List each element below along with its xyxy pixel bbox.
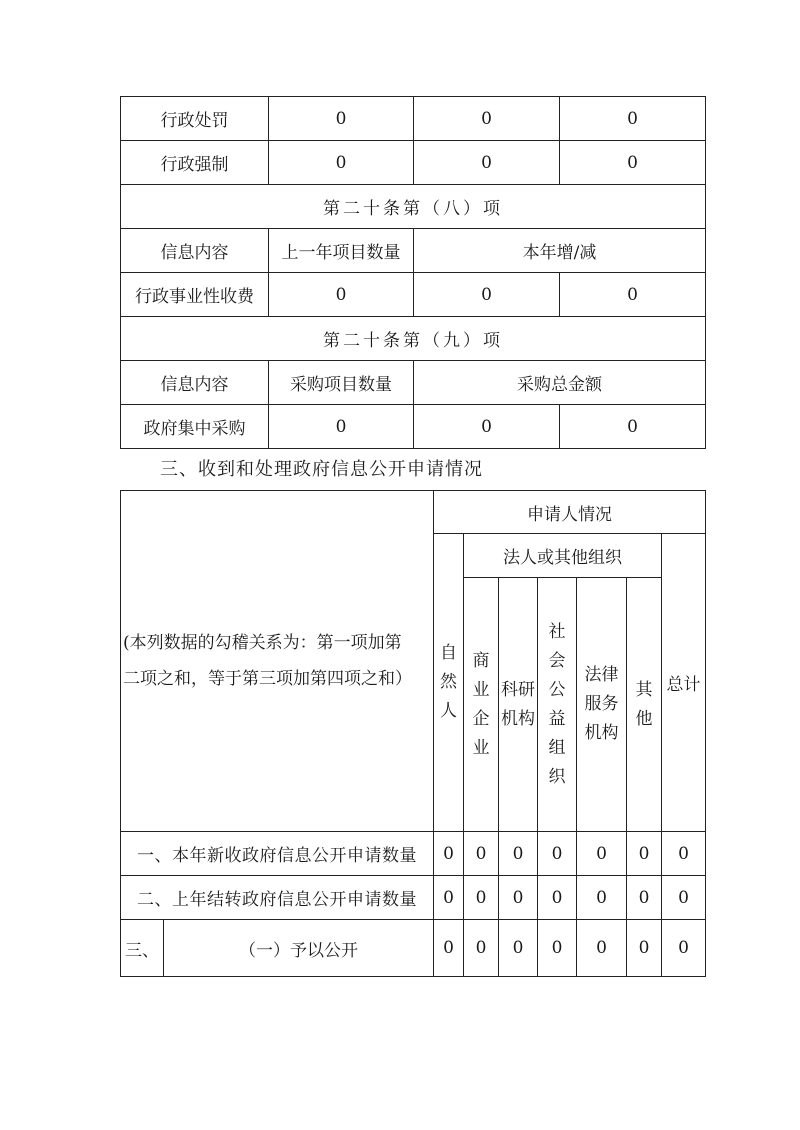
header-row: [121, 229, 706, 273]
cell-value: 0: [538, 876, 577, 920]
relationship-note: [121, 491, 434, 832]
column-header: 采购项目数量: [269, 361, 414, 405]
section-title-row: [121, 185, 706, 229]
col-legal-service: 法律 服务 机构: [577, 578, 627, 832]
cell-value: 0: [434, 920, 464, 977]
cell-value: 0: [662, 876, 706, 920]
cell-value: 0: [269, 141, 414, 185]
cell-value: 0: [269, 273, 414, 317]
cell-value: 0: [577, 876, 627, 920]
application-stats-table: [120, 490, 706, 977]
section-title: 第二十条第（九）项: [121, 317, 706, 361]
cell-value: 0: [560, 97, 706, 141]
section-heading: 三、收到和处理政府信息公开申请情况: [160, 459, 483, 480]
col-total: 总计: [662, 534, 706, 832]
section-title: 第二十条第（八）项: [121, 185, 706, 229]
cell-value: 0: [414, 97, 560, 141]
table-row: [121, 876, 706, 920]
cell-value: 0: [434, 876, 464, 920]
row-label: 政府集中采购: [121, 405, 269, 449]
info-disclosure-table: [120, 96, 706, 449]
col-natural-person: 自 然 人: [434, 534, 464, 832]
column-header: 本年增/减: [414, 229, 706, 273]
cell-value: 0: [414, 405, 560, 449]
table-row: [121, 141, 706, 185]
cell-value: 0: [414, 141, 560, 185]
table-row: [121, 920, 706, 977]
row-label: 一、本年新收政府信息公开申请数量: [121, 832, 434, 876]
table-row: [121, 97, 706, 141]
cell-value: 0: [269, 97, 414, 141]
cell-value: 0: [577, 832, 627, 876]
column-header: 采购总金额: [414, 361, 706, 405]
cell-value: 0: [538, 832, 577, 876]
row-label: （一）予以公开: [164, 920, 434, 977]
col-social-welfare: 社 会 公 益 组 织: [538, 578, 577, 832]
col-commercial: 商 业 企 业: [464, 578, 499, 832]
column-header: 信息内容: [121, 229, 269, 273]
cell-value: 0: [577, 920, 627, 977]
cell-value: 0: [434, 832, 464, 876]
column-header: 信息内容: [121, 361, 269, 405]
legal-entity-header: 法人或其他组织: [464, 534, 662, 578]
header-row: [121, 361, 706, 405]
note-line: (本列数据的勾稽关系为：第一项加第: [123, 633, 402, 653]
cell-value: 0: [662, 832, 706, 876]
row-prefix: 三、: [121, 920, 164, 977]
cell-value: 0: [538, 920, 577, 977]
cell-value: 0: [560, 273, 706, 317]
cell-value: 0: [560, 141, 706, 185]
cell-value: 0: [499, 920, 538, 977]
col-other: 其 他: [627, 578, 662, 832]
table-row: [121, 273, 706, 317]
cell-value: 0: [662, 920, 706, 977]
cell-value: 0: [499, 832, 538, 876]
cell-value: 0: [414, 273, 560, 317]
cell-value: 0: [560, 405, 706, 449]
cell-value: 0: [627, 832, 662, 876]
cell-value: 0: [499, 876, 538, 920]
section-title-row: [121, 317, 706, 361]
cell-value: 0: [269, 405, 414, 449]
cell-value: 0: [464, 920, 499, 977]
row-label: 行政强制: [121, 141, 269, 185]
cell-value: 0: [627, 876, 662, 920]
applicant-header: 申请人情况: [434, 491, 706, 534]
row-label: 二、上年结转政府信息公开申请数量: [121, 876, 434, 920]
cell-value: 0: [627, 920, 662, 977]
table-row: [121, 405, 706, 449]
col-research: 科研 机构: [499, 578, 538, 832]
row-label: 行政事业性收费: [121, 273, 269, 317]
cell-value: 0: [464, 876, 499, 920]
table-row: [121, 832, 706, 876]
cell-value: 0: [464, 832, 499, 876]
column-header: 上一年项目数量: [269, 229, 414, 273]
note-line: 二项之和，等于第三项加第四项之和）: [123, 669, 412, 689]
row-label: 行政处罚: [121, 97, 269, 141]
